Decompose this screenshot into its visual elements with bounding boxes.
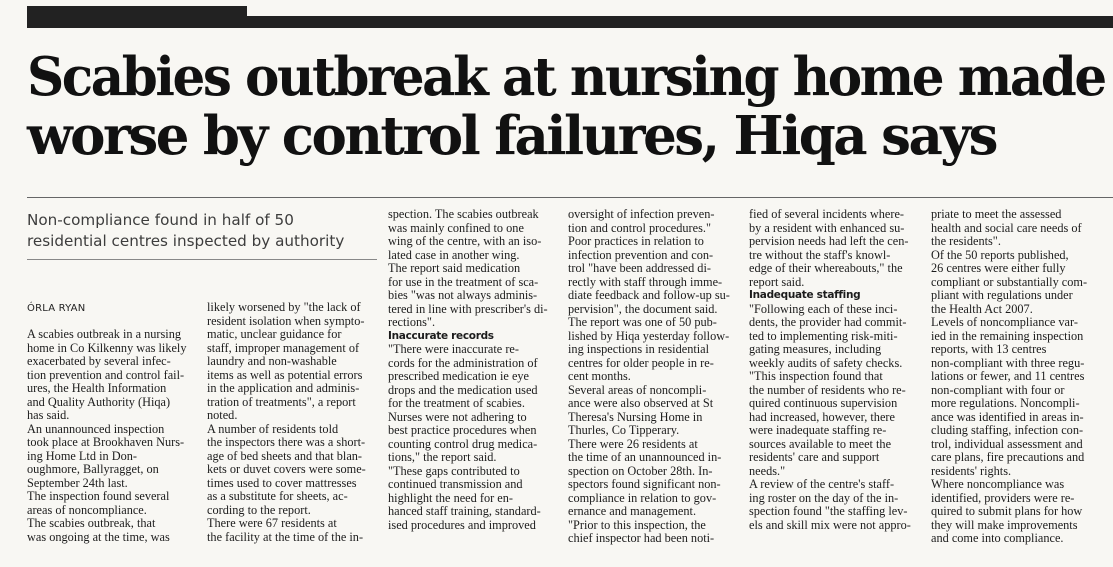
text-line: gating measures, including <box>749 342 882 356</box>
text-line: spection on October 28th. In- <box>568 463 713 478</box>
text-line: ted to implementing risk-miti- <box>749 328 898 343</box>
text-line: cording to the report. <box>207 502 311 517</box>
text-line: ing roster on the day of the in- <box>749 490 899 505</box>
text-line: Theresa's Nursing Home in <box>568 409 703 424</box>
text-line: ance were also observed at St <box>568 396 714 410</box>
headline <box>27 48 1107 166</box>
text-line: kets or duvet covers were some- <box>207 462 366 476</box>
text-line: priate to meet the assessed <box>931 207 1062 221</box>
text-line: more regulations. Noncompli- <box>931 396 1080 410</box>
text-line: times used to cover mattresses <box>207 475 357 490</box>
text-line: highlight the need for en- <box>388 490 513 505</box>
text-line: was ongoing at the time, was <box>27 529 170 544</box>
standfirst <box>27 210 377 252</box>
text-line: cent months. <box>568 369 631 383</box>
text-line: bies "was not always adminis- <box>388 288 538 302</box>
text-line: lated case in another wing. <box>388 247 520 262</box>
headline-divider <box>27 197 1113 198</box>
text-line: took place at Brookhaven Nurs- <box>27 435 185 449</box>
text-line: was mainly confined to one <box>388 220 524 235</box>
text-line: There were 26 residents at <box>568 436 698 451</box>
text-line: tration of treatments", a report <box>207 394 356 409</box>
text-line: ised procedures and improved <box>388 517 536 532</box>
text-line: Nurses were not adhering to <box>388 409 527 424</box>
text-line: matic, unclear guidance for <box>207 327 342 341</box>
text-line: tion and control procedures." <box>568 220 711 235</box>
text-line: Of the 50 reports published, <box>931 247 1069 262</box>
text-line: best practice procedures when <box>388 423 537 437</box>
text-line: trol "have been addressed di- <box>568 261 711 275</box>
text-line: home in Co Kilkenny was likely <box>27 340 187 355</box>
text-line: quired to submit plans for how <box>931 504 1083 518</box>
text-line: A number of residents told <box>207 421 339 436</box>
text-line: Several areas of noncompli- <box>568 382 707 397</box>
text-line: as a substitute for sheets, ac- <box>207 489 348 503</box>
text-line: wing of the centre, with an iso- <box>388 234 542 248</box>
body-column-3 <box>388 208 558 532</box>
text-line: the facility at the time of the in- <box>207 529 364 544</box>
subheading: Inadequate staffing <box>749 289 861 301</box>
text-line: laundry and non-washable <box>207 354 337 368</box>
text-line: ing inspections in residential <box>568 342 710 356</box>
text-line: the Health Act 2007. <box>931 301 1033 316</box>
text-line: The scabies outbreak, that <box>27 516 156 530</box>
text-line: edge of their whereabouts," the <box>749 261 903 275</box>
text-line: in the application and adminis- <box>207 381 360 395</box>
text-line: cluding staffing, infection con- <box>931 423 1084 437</box>
text-line: lished by Hiqa yesterday follow- <box>568 328 730 343</box>
text-line: for use in the treatment of sca- <box>388 274 539 289</box>
text-line: pliant with regulations under <box>931 288 1073 302</box>
text-line: quired continuous supervision <box>749 396 898 410</box>
text-line: residents' care and support <box>749 450 880 464</box>
text-line: prescribed medication ie eye <box>388 369 530 383</box>
text-line: Thurles, Co Tipperary. <box>568 423 680 437</box>
text-line: ied in the remaining inspection <box>931 328 1084 343</box>
text-line: the residents". <box>931 234 1001 248</box>
text-line: September 24th last. <box>27 475 128 490</box>
text-line: the time of an unannounced in- <box>568 450 722 464</box>
text-line: There were 67 residents at <box>207 516 337 530</box>
text-line: ing Home Ltd in Don- <box>27 448 137 463</box>
text-line: the number of residents who re- <box>749 382 906 397</box>
text-line: oughmore, Ballyragget, on <box>27 462 159 476</box>
text-line: the inspectors there was a short- <box>207 435 366 449</box>
text-line: cords for the administration of <box>388 355 538 370</box>
text-line: spectors found significant non- <box>568 477 721 491</box>
standfirst-line: residential centres inspected by authority <box>27 232 345 250</box>
text-line: pervision", the document said. <box>568 301 718 316</box>
text-line: ures, the Health Information <box>27 381 167 395</box>
standfirst-divider <box>27 259 377 260</box>
text-line: Levels of noncompliance var- <box>931 315 1078 329</box>
text-line: dents, the provider had commit- <box>749 315 907 329</box>
text-line: tion prevention and control fail- <box>27 367 185 382</box>
text-line: rectly with staff through imme- <box>568 274 723 289</box>
text-line: spection. The scabies outbreak <box>388 207 539 221</box>
text-line: staff, improper management of <box>207 340 360 355</box>
text-line: diate feedback and follow-up su- <box>568 288 730 302</box>
text-line: they will make improvements <box>931 517 1078 532</box>
text-line: had increased, however, there <box>749 409 895 424</box>
body-column-4 <box>568 208 738 546</box>
text-line: counting control drug medica- <box>388 436 538 451</box>
text-line: tre without the staff's knowl- <box>749 247 891 262</box>
text-line: non-compliant with four or <box>931 382 1065 397</box>
text-line: by a resident with enhanced su- <box>749 220 905 235</box>
text-line: rections". <box>388 315 436 329</box>
text-line: and come into compliance. <box>931 531 1064 545</box>
text-line: trol, individual assessment and <box>931 436 1083 451</box>
text-line: noted. <box>207 408 238 422</box>
text-line: A review of the centre's staff- <box>749 477 895 491</box>
text-line: weekly audits of safety checks. <box>749 355 903 370</box>
byline: ÓRLA RYAN <box>27 303 86 314</box>
text-line: drops and the medication used <box>388 382 538 397</box>
body-column-2 <box>207 301 377 544</box>
text-line: for the treatment of scabies. <box>388 396 525 410</box>
text-line: residents' rights. <box>931 463 1012 478</box>
text-line: "These gaps contributed to <box>388 463 520 478</box>
text-line: likely worsened by "the lack of <box>207 300 361 314</box>
text-line: infection prevention and con- <box>568 247 714 262</box>
text-line: needs." <box>749 463 786 478</box>
text-line: identified, providers were re- <box>931 490 1075 505</box>
text-line: health and social care needs of <box>931 220 1082 235</box>
text-line: oversight of infection preven- <box>568 207 715 221</box>
text-line: The report was one of 50 pub- <box>568 315 717 329</box>
text-line: age of bed sheets and that blan- <box>207 448 363 463</box>
standfirst-line: Non-compliance found in half of 50 <box>27 211 294 229</box>
body-column-6 <box>931 208 1107 546</box>
text-line: els and skill mix were not appro- <box>749 517 911 532</box>
text-line: has said. <box>27 408 70 422</box>
text-line: 26 centres were either fully <box>931 261 1066 275</box>
text-line: ance was identified in areas in- <box>931 409 1084 424</box>
text-line: "Following each of these inci- <box>749 301 898 316</box>
text-line: sources available to meet the <box>749 436 892 451</box>
text-line: tions," the report said. <box>388 450 497 464</box>
text-line: "This inspection found that <box>749 369 883 383</box>
text-line: The inspection found several <box>27 489 170 503</box>
text-line: report said. <box>749 274 805 289</box>
text-line: exacerbated by several infec- <box>27 354 171 368</box>
text-line: hanced staff training, standard- <box>388 504 541 518</box>
text-line: A scabies outbreak in a nursing <box>27 327 182 341</box>
text-line: An unannounced inspection <box>27 421 165 436</box>
headline-line: Scabies outbreak at nursing home made <box>27 46 1105 108</box>
text-line: items as well as potential errors <box>207 367 363 382</box>
section-rule <box>27 16 1113 28</box>
subheading: Inaccurate records <box>388 329 494 342</box>
text-line: compliance in relation to gov- <box>568 490 717 505</box>
headline-line: worse by control failures, Hiqa says <box>27 105 996 167</box>
text-line: lations or fewer, and 11 centres <box>931 369 1085 383</box>
text-line: compliant or substantially com- <box>931 274 1088 289</box>
text-line: care plans, fire precautions and <box>931 450 1085 464</box>
text-line: resident isolation when sympto- <box>207 313 365 328</box>
text-line: continued transmission and <box>388 477 523 491</box>
text-line: The report said medication <box>388 261 521 275</box>
text-line: "Prior to this inspection, the <box>568 517 706 532</box>
text-line: were inadequate staffing re- <box>749 423 887 437</box>
text-line: Where noncompliance was <box>931 477 1065 491</box>
text-line: pervision needs had left the cen- <box>749 234 909 248</box>
text-line: tered in line with prescriber's di- <box>388 301 548 316</box>
text-line: non-compliant with three regu- <box>931 355 1085 370</box>
body-column-1 <box>27 328 197 544</box>
text-line: centres for older people in re- <box>568 355 714 370</box>
text-line: "There were inaccurate re- <box>388 342 519 356</box>
text-line: areas of noncompliance. <box>27 502 147 517</box>
text-line: fied of several incidents where- <box>749 207 905 221</box>
text-line: reports, with 13 centres <box>931 342 1047 356</box>
text-line: chief inspector had been noti- <box>568 531 715 545</box>
text-line: Poor practices in relation to <box>568 234 704 248</box>
body-column-5 <box>749 208 919 532</box>
text-line: and Quality Authority (Hiqa) <box>27 394 171 409</box>
text-line: spection found "the staffing lev- <box>749 504 908 518</box>
text-line: ernance and management. <box>568 504 697 518</box>
